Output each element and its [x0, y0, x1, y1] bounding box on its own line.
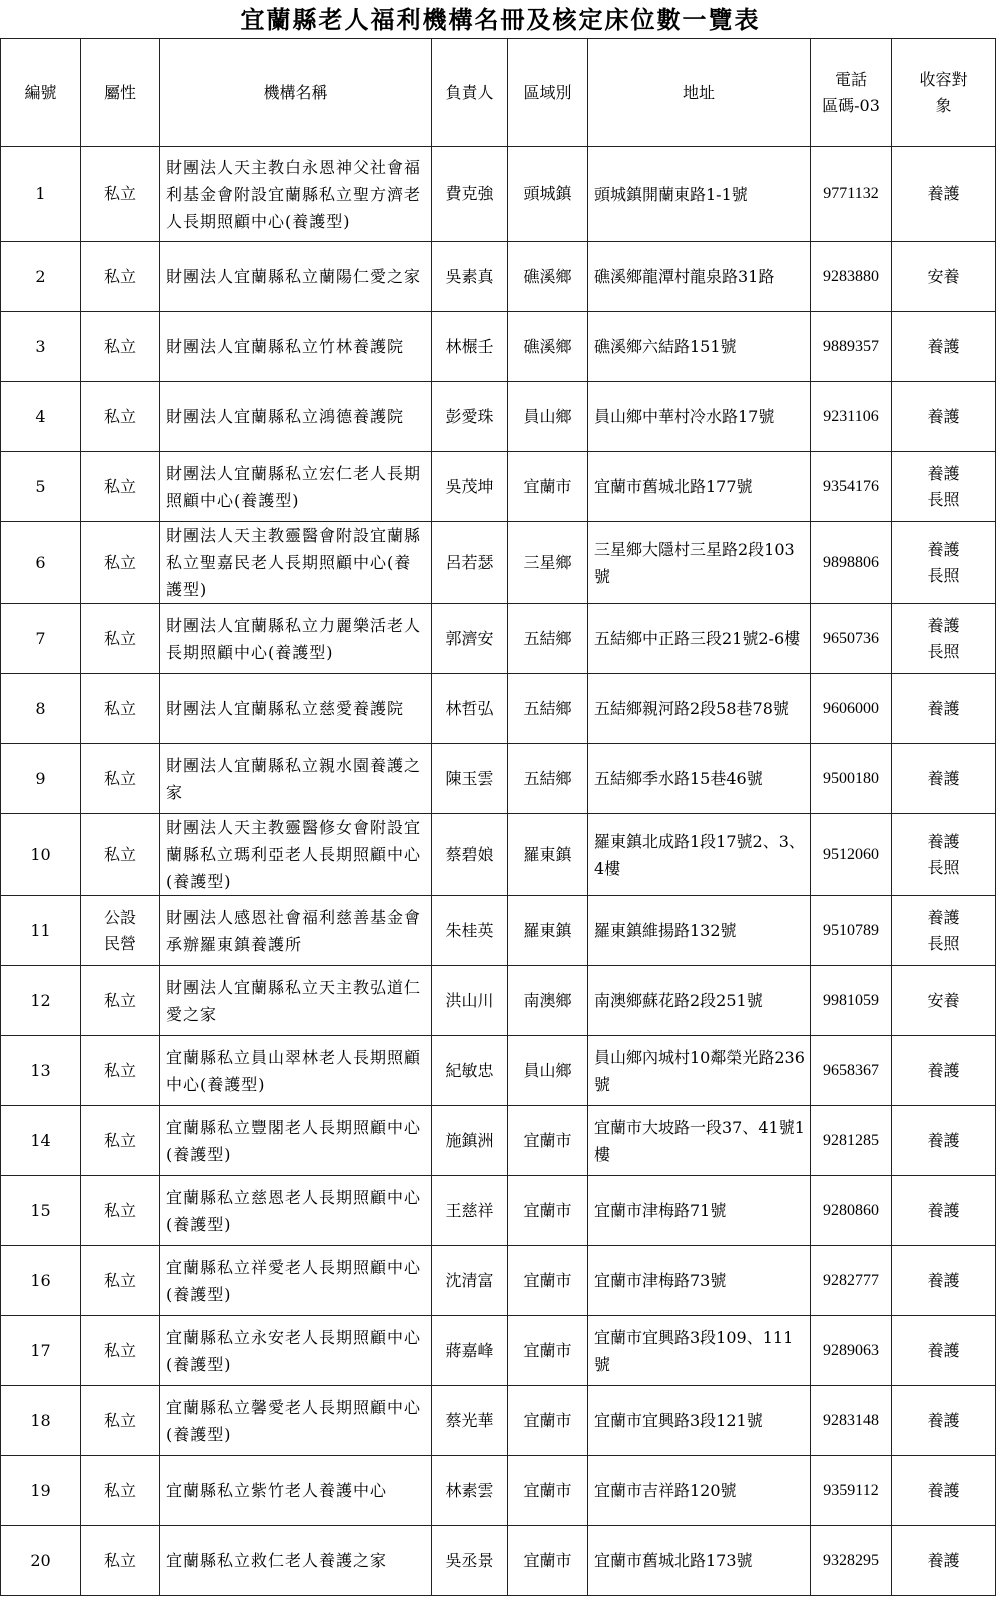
header-person: 負責人: [432, 39, 508, 147]
table-row: [1, 744, 996, 814]
header-target: 收容對 象: [892, 39, 996, 147]
cell-person: 紀敏忠: [432, 1036, 508, 1106]
cell-person: 吳丞景: [432, 1526, 508, 1596]
cell-type: 私立: [81, 966, 160, 1036]
cell-person: 蔡碧娘: [432, 814, 508, 896]
cell-phone: 9889357: [811, 312, 892, 382]
cell-no: 18: [1, 1386, 81, 1456]
cell-target: 養護: [892, 382, 996, 452]
cell-person: 沈清富: [432, 1246, 508, 1316]
table-row: [1, 522, 996, 604]
header-district: 區域別: [508, 39, 588, 147]
cell-phone: 9650736: [811, 604, 892, 674]
cell-no: 5: [1, 452, 81, 522]
cell-type: 私立: [81, 452, 160, 522]
cell-phone: 9289063: [811, 1316, 892, 1386]
cell-district: 頭城鎮: [508, 147, 588, 242]
cell-type: 私立: [81, 604, 160, 674]
cell-district: 宜蘭市: [508, 452, 588, 522]
cell-district: 宜蘭市: [508, 1246, 588, 1316]
cell-person: 王慈祥: [432, 1176, 508, 1246]
cell-name: 財團法人天主教靈醫修女會附設宜蘭縣私立瑪利亞老人長期照顧中心(養護型): [160, 814, 432, 896]
table-header-row: [1, 39, 996, 147]
cell-target: 養護 長照: [892, 814, 996, 896]
cell-type: 私立: [81, 522, 160, 604]
cell-target: 養護: [892, 1316, 996, 1386]
cell-type: 私立: [81, 1176, 160, 1246]
cell-person: 彭愛珠: [432, 382, 508, 452]
cell-no: 19: [1, 1456, 81, 1526]
cell-district: 五結鄉: [508, 604, 588, 674]
cell-type: 公設 民營: [81, 896, 160, 966]
cell-no: 8: [1, 674, 81, 744]
table-row: [1, 1036, 996, 1106]
table-row: [1, 674, 996, 744]
cell-name: 宜蘭縣私立馨愛老人長期照顧中心(養護型): [160, 1386, 432, 1456]
cell-target: 養護: [892, 1386, 996, 1456]
cell-person: 施鎮洲: [432, 1106, 508, 1176]
cell-phone: 9354176: [811, 452, 892, 522]
cell-no: 1: [1, 147, 81, 242]
cell-district: 三星鄉: [508, 522, 588, 604]
table-row: [1, 896, 996, 966]
cell-person: 呂若瑟: [432, 522, 508, 604]
cell-person: 林素雲: [432, 1456, 508, 1526]
cell-target: 養護: [892, 744, 996, 814]
cell-district: 羅東鎮: [508, 814, 588, 896]
cell-target: 安養: [892, 242, 996, 312]
cell-no: 10: [1, 814, 81, 896]
cell-address: 頭城鎮開蘭東路1-1號: [588, 147, 811, 242]
cell-phone: 9328295: [811, 1526, 892, 1596]
table-row: [1, 1386, 996, 1456]
cell-name: 財團法人天主教白永恩神父社會福利基金會附設宜蘭縣私立聖方濟老人長期照顧中心(養護型): [160, 147, 432, 242]
cell-no: 15: [1, 1176, 81, 1246]
cell-district: 礁溪鄉: [508, 312, 588, 382]
table-row: [1, 814, 996, 896]
cell-district: 宜蘭市: [508, 1526, 588, 1596]
cell-target: 養護: [892, 1106, 996, 1176]
cell-district: 五結鄉: [508, 744, 588, 814]
cell-no: 20: [1, 1526, 81, 1596]
cell-target: 養護 長照: [892, 452, 996, 522]
cell-target: 養護: [892, 1526, 996, 1596]
cell-district: 礁溪鄉: [508, 242, 588, 312]
cell-address: 五結鄉親河路2段58巷78號: [588, 674, 811, 744]
cell-name: 宜蘭縣私立永安老人長期照顧中心(養護型): [160, 1316, 432, 1386]
cell-address: 五結鄉季水路15巷46號: [588, 744, 811, 814]
cell-no: 13: [1, 1036, 81, 1106]
cell-name: 宜蘭縣私立豐閣老人長期照顧中心(養護型): [160, 1106, 432, 1176]
cell-person: 林哲弘: [432, 674, 508, 744]
cell-no: 16: [1, 1246, 81, 1316]
cell-no: 4: [1, 382, 81, 452]
cell-type: 私立: [81, 1246, 160, 1316]
cell-phone: 9606000: [811, 674, 892, 744]
cell-type: 私立: [81, 242, 160, 312]
cell-phone: 9510789: [811, 896, 892, 966]
cell-person: 蔣嘉峰: [432, 1316, 508, 1386]
cell-phone: 9658367: [811, 1036, 892, 1106]
cell-target: 養護: [892, 674, 996, 744]
cell-name: 財團法人宜蘭縣私立竹林養護院: [160, 312, 432, 382]
cell-district: 宜蘭市: [508, 1456, 588, 1526]
table-row: [1, 312, 996, 382]
cell-type: 私立: [81, 1316, 160, 1386]
cell-address: 宜蘭市津梅路71號: [588, 1176, 811, 1246]
cell-no: 12: [1, 966, 81, 1036]
header-phone: 電話 區碼-03: [811, 39, 892, 147]
cell-phone: 9512060: [811, 814, 892, 896]
cell-type: 私立: [81, 312, 160, 382]
cell-person: 吳茂坤: [432, 452, 508, 522]
table-row: [1, 1246, 996, 1316]
table-row: [1, 452, 996, 522]
table-row: [1, 966, 996, 1036]
cell-name: 財團法人天主教靈醫會附設宜蘭縣私立聖嘉民老人長期照顧中心(養護型): [160, 522, 432, 604]
table-row: [1, 1526, 996, 1596]
cell-name: 財團法人感恩社會福利慈善基金會承辦羅東鎮養護所: [160, 896, 432, 966]
cell-district: 宜蘭市: [508, 1176, 588, 1246]
cell-address: 礁溪鄉六結路151號: [588, 312, 811, 382]
page-title: 宜蘭縣老人福利機構名冊及核定床位數一覽表: [240, 6, 761, 34]
cell-name: 宜蘭縣私立紫竹老人養護中心: [160, 1456, 432, 1526]
cell-address: 五結鄉中正路三段21號2-6樓: [588, 604, 811, 674]
cell-address: 羅東鎮北成路1段17號2、3、4樓: [588, 814, 811, 896]
cell-name: 宜蘭縣私立慈恩老人長期照顧中心(養護型): [160, 1176, 432, 1246]
cell-name: 財團法人宜蘭縣私立蘭陽仁愛之家: [160, 242, 432, 312]
cell-address: 宜蘭市宜興路3段109、111號: [588, 1316, 811, 1386]
cell-name: 宜蘭縣私立員山翠林老人長期照顧中心(養護型): [160, 1036, 432, 1106]
cell-address: 三星鄉大隱村三星路2段103號: [588, 522, 811, 604]
cell-phone: 9280860: [811, 1176, 892, 1246]
table-row: [1, 1106, 996, 1176]
cell-address: 宜蘭市舊城北路177號: [588, 452, 811, 522]
cell-target: 養護 長照: [892, 522, 996, 604]
table-row: [1, 1456, 996, 1526]
cell-target: 養護: [892, 1036, 996, 1106]
cell-target: 養護: [892, 147, 996, 242]
cell-address: 礁溪鄉龍潭村龍泉路31路: [588, 242, 811, 312]
cell-type: 私立: [81, 814, 160, 896]
table-body: [1, 147, 996, 1596]
cell-phone: 9282777: [811, 1246, 892, 1316]
cell-type: 私立: [81, 382, 160, 452]
cell-target: 養護: [892, 1456, 996, 1526]
cell-address: 宜蘭市津梅路73號: [588, 1246, 811, 1316]
cell-target: 養護 長照: [892, 896, 996, 966]
cell-type: 私立: [81, 1456, 160, 1526]
cell-phone: 9283880: [811, 242, 892, 312]
cell-address: 宜蘭市宜興路3段121號: [588, 1386, 811, 1456]
cell-address: 員山鄉中華村冷水路17號: [588, 382, 811, 452]
cell-target: 養護 長照: [892, 604, 996, 674]
cell-no: 17: [1, 1316, 81, 1386]
cell-name: 財團法人宜蘭縣私立力麗樂活老人長期照顧中心(養護型): [160, 604, 432, 674]
cell-district: 宜蘭市: [508, 1106, 588, 1176]
cell-type: 私立: [81, 1036, 160, 1106]
cell-phone: 9981059: [811, 966, 892, 1036]
cell-phone: 9359112: [811, 1456, 892, 1526]
cell-no: 14: [1, 1106, 81, 1176]
cell-name: 宜蘭縣私立救仁老人養護之家: [160, 1526, 432, 1596]
cell-phone: 9771132: [811, 147, 892, 242]
cell-person: 朱桂英: [432, 896, 508, 966]
table-row: [1, 382, 996, 452]
table-row: [1, 147, 996, 242]
cell-name: 財團法人宜蘭縣私立宏仁老人長期照顧中心(養護型): [160, 452, 432, 522]
cell-type: 私立: [81, 674, 160, 744]
cell-district: 南澳鄉: [508, 966, 588, 1036]
header-name: 機構名稱: [160, 39, 432, 147]
cell-phone: 9231106: [811, 382, 892, 452]
cell-person: 林榐壬: [432, 312, 508, 382]
cell-address: 南澳鄉蘇花路2段251號: [588, 966, 811, 1036]
table-row: [1, 1316, 996, 1386]
cell-address: 羅東鎮維揚路132號: [588, 896, 811, 966]
cell-address: 宜蘭市大坡路一段37、41號1樓: [588, 1106, 811, 1176]
cell-district: 宜蘭市: [508, 1386, 588, 1456]
cell-no: 2: [1, 242, 81, 312]
cell-person: 吳素真: [432, 242, 508, 312]
cell-person: 陳玉雲: [432, 744, 508, 814]
cell-target: 養護: [892, 1176, 996, 1246]
cell-phone: 9281285: [811, 1106, 892, 1176]
cell-target: 安養: [892, 966, 996, 1036]
cell-phone: 9500180: [811, 744, 892, 814]
cell-district: 員山鄉: [508, 382, 588, 452]
cell-address: 宜蘭市吉祥路120號: [588, 1456, 811, 1526]
cell-type: 私立: [81, 147, 160, 242]
cell-district: 羅東鎮: [508, 896, 588, 966]
cell-name: 財團法人宜蘭縣私立天主教弘道仁愛之家: [160, 966, 432, 1036]
cell-target: 養護: [892, 312, 996, 382]
table-row: [1, 242, 996, 312]
header-no: 編號: [1, 39, 81, 147]
cell-type: 私立: [81, 1526, 160, 1596]
cell-name: 宜蘭縣私立祥愛老人長期照顧中心(養護型): [160, 1246, 432, 1316]
cell-district: 五結鄉: [508, 674, 588, 744]
cell-no: 11: [1, 896, 81, 966]
header-type: 屬性: [81, 39, 160, 147]
table-row: [1, 1176, 996, 1246]
cell-person: 郭濟安: [432, 604, 508, 674]
cell-type: 私立: [81, 1106, 160, 1176]
cell-district: 員山鄉: [508, 1036, 588, 1106]
cell-target: 養護: [892, 1246, 996, 1316]
cell-person: 蔡光華: [432, 1386, 508, 1456]
cell-name: 財團法人宜蘭縣私立親水園養護之家: [160, 744, 432, 814]
cell-type: 私立: [81, 1386, 160, 1456]
header-address: 地址: [588, 39, 811, 147]
cell-person: 洪山川: [432, 966, 508, 1036]
institution-table: [0, 38, 996, 1596]
cell-no: 6: [1, 522, 81, 604]
cell-no: 7: [1, 604, 81, 674]
cell-address: 宜蘭市舊城北路173號: [588, 1526, 811, 1596]
cell-no: 9: [1, 744, 81, 814]
table-row: [1, 604, 996, 674]
cell-phone: 9898806: [811, 522, 892, 604]
cell-address: 員山鄉內城村10鄰榮光路236號: [588, 1036, 811, 1106]
cell-name: 財團法人宜蘭縣私立鴻德養護院: [160, 382, 432, 452]
cell-name: 財團法人宜蘭縣私立慈愛養護院: [160, 674, 432, 744]
cell-no: 3: [1, 312, 81, 382]
cell-person: 費克強: [432, 147, 508, 242]
cell-phone: 9283148: [811, 1386, 892, 1456]
cell-district: 宜蘭市: [508, 1316, 588, 1386]
cell-type: 私立: [81, 744, 160, 814]
